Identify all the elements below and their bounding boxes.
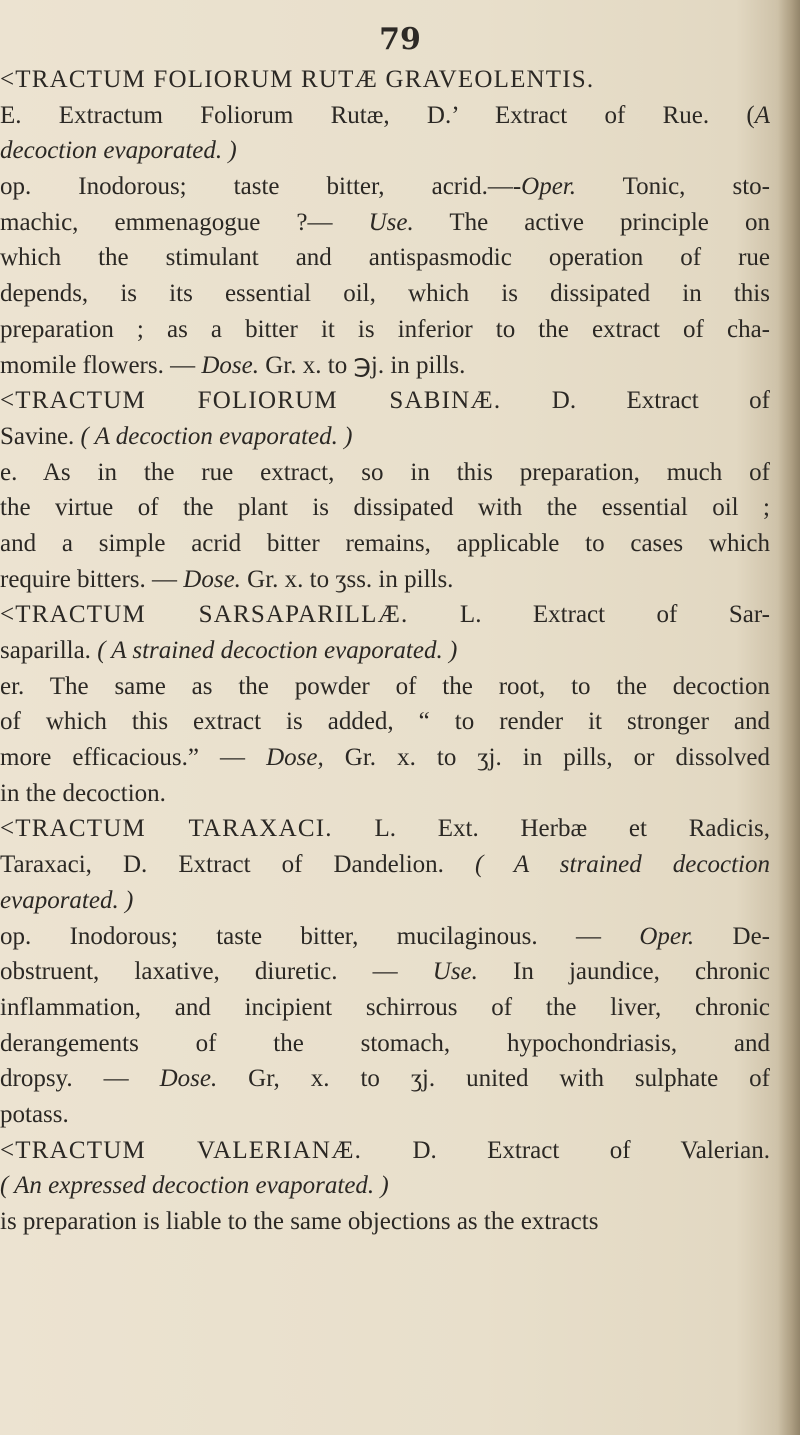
italic-run: ( An expressed decoction evaporated. ) — [0, 1172, 389, 1200]
entry — [0, 811, 770, 1132]
text-run: Gr. x. to ℈j. in pills. — [259, 351, 466, 379]
text-run: and a simple acrid bitter remains, applicable to cases which — [0, 529, 770, 557]
page-edge-shadow — [778, 0, 800, 1435]
text-line — [0, 169, 770, 205]
text-line — [0, 1097, 770, 1133]
text-line — [0, 419, 770, 455]
text-line — [0, 312, 770, 348]
text-run: of which this extract is added, “ to render it stronger and — [0, 708, 770, 736]
text-run: momile flowers. — — [0, 351, 202, 379]
headword: <TRACTUM FOLIORUM SABINÆ. — [0, 387, 502, 415]
text-line — [0, 704, 770, 740]
headword: <TRACTUM FOLIORUM RUTÆ GRAVEOLENTIS. — [0, 66, 595, 93]
text-run: D. Extract of — [501, 387, 770, 415]
entry — [0, 1133, 770, 1240]
text-line — [0, 383, 770, 419]
text-line — [0, 1026, 770, 1062]
text-run: e. As in the rue extract, so in this preparation, much of — [0, 458, 770, 486]
text-run: Gr. x. to ʒj. in pills, or dissolved — [323, 744, 770, 772]
text-run: E. Extractum Foliorum Rutæ, D.’ Extract of Rue. ( — [0, 101, 755, 129]
text-run: saparilla. — [0, 637, 98, 664]
italic-run: Use. — [432, 958, 478, 986]
text-run: er. The same as the powder of the root, to the decoction — [0, 672, 770, 700]
page-number: 79 — [379, 22, 421, 57]
text-run: depends, is its essential oil, which is dissipated in this — [0, 280, 770, 308]
text-line — [0, 919, 770, 955]
text-run: In jaundice, chronic — [477, 958, 770, 986]
entry — [0, 383, 770, 597]
page-text — [0, 62, 770, 1240]
text-line — [0, 62, 770, 98]
text-line — [0, 276, 770, 312]
text-run: dropsy. — — [0, 1065, 160, 1093]
text-run: Tonic, sto- — [576, 173, 770, 201]
text-run: the virtue of the plant is dissipated with the essential oil ; — [0, 494, 770, 522]
text-run: inflammation, and incipient schirrous of the liver, chronic — [0, 993, 770, 1021]
text-run: obstruent, laxative, diuretic. — — [0, 958, 433, 986]
text-run: potass. — [0, 1100, 69, 1128]
text-line — [0, 847, 770, 883]
text-line — [0, 811, 770, 847]
text-line — [0, 98, 770, 134]
headword: <TRACTUM TARAXACI. — [0, 815, 333, 843]
text-line — [0, 1061, 770, 1097]
text-line — [0, 883, 770, 919]
italic-run: ( A decoction evaporated. ) — [80, 422, 353, 450]
italic-run: Oper. — [521, 173, 577, 201]
italic-run: Use. — [368, 208, 414, 236]
text-run: op. Inodorous; taste bitter, mucilaginous. — — [0, 922, 640, 950]
text-run: L. Ext. Herbæ et Radicis, — [332, 815, 770, 843]
headword: <TRACTUM SARSAPARILLÆ. — [0, 601, 409, 629]
text-line — [0, 526, 770, 562]
italic-run: ( A strained decoction — [474, 851, 770, 879]
italic-run: Oper. — [639, 922, 695, 950]
text-line — [0, 669, 770, 705]
italic-run: Dose. — [201, 351, 259, 379]
text-line — [0, 490, 770, 526]
text-line — [0, 1133, 770, 1169]
text-run: D. Extract of Valerian. — [362, 1136, 770, 1164]
italic-run: A — [754, 101, 770, 129]
text-line — [0, 776, 770, 812]
text-run: machic, emmenagogue ?— — [0, 208, 369, 236]
text-line — [0, 455, 770, 491]
entry — [0, 62, 770, 383]
text-run: which the stimulant and antispasmodic operation of rue — [0, 244, 770, 272]
text-run: De- — [694, 922, 770, 950]
text-run: more efficacious.” — — [0, 744, 267, 772]
text-run: derangements of the stomach, hypochondriasis, and — [0, 1029, 770, 1057]
text-line — [0, 990, 770, 1026]
text-run: preparation ; as a bitter it is inferior to the extract of cha- — [0, 315, 770, 343]
italic-run: Dose. — [159, 1065, 218, 1093]
text-line — [0, 133, 770, 169]
text-run: Gr, x. to ʒj. united with sulphate of — [217, 1065, 770, 1093]
text-run: in the decoction. — [0, 779, 166, 807]
text-line — [0, 240, 770, 276]
text-line — [0, 1204, 770, 1240]
text-line — [0, 562, 770, 598]
text-line — [0, 348, 770, 384]
text-run: L. Extract of Sar- — [408, 601, 770, 629]
text-run: Gr. x. to ʒss. in pills. — [240, 565, 454, 593]
text-run: op. Inodorous; taste bitter, acrid.—- — [0, 173, 522, 201]
text-line — [0, 205, 770, 241]
italic-run: Dose, — [266, 744, 324, 772]
italic-run: evaporated. ) — [0, 886, 134, 914]
entry — [0, 597, 770, 811]
italic-run: Dose. — [183, 565, 241, 593]
italic-run: decoction evaporated. ) — [0, 137, 237, 165]
italic-run: ( A strained decoction evaporated. ) — [97, 637, 458, 664]
headword: <TRACTUM VALERIANÆ. — [0, 1136, 363, 1164]
text-run: require bitters. — — [0, 565, 184, 593]
text-line — [0, 954, 770, 990]
text-line — [0, 633, 770, 669]
text-run: is preparation is liable to the same objections as the extracts — [0, 1208, 599, 1235]
text-line — [0, 1168, 770, 1204]
text-line — [0, 597, 770, 633]
text-run: The active principle on — [413, 208, 770, 236]
text-run: Taraxaci, D. Extract of Dandelion. — [0, 851, 475, 879]
text-run: Savine. — [0, 422, 81, 450]
text-line — [0, 740, 770, 776]
